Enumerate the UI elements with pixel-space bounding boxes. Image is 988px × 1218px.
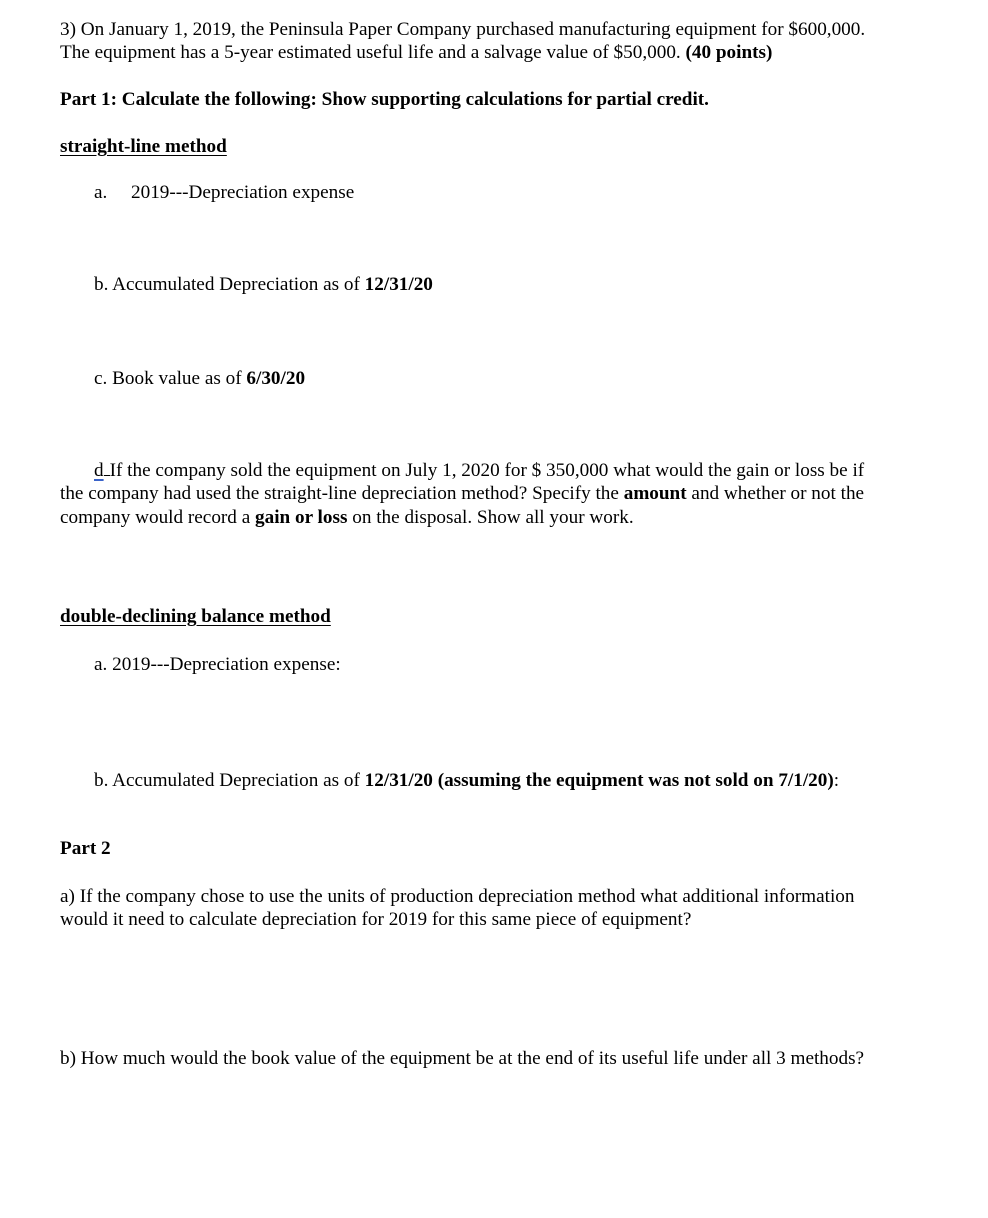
question-intro-text-1: 3) On January 1, 2019, the Peninsula Paper Company purchased manufacturing equipment for $600,000. xyxy=(60,19,866,40)
straight-line-heading: straight-line method xyxy=(60,136,227,157)
question-intro-line-2 xyxy=(60,41,940,65)
sl-item-c-text: c. Book value as of xyxy=(94,368,247,389)
sl-item-d-line-1 xyxy=(94,459,864,483)
ddb-item-a: a. 2019---Depreciation expense: xyxy=(94,654,341,675)
part2-item-b: b) How much would the book value of the equipment be at the end of its useful life under all 3 methods? xyxy=(60,1048,865,1069)
sl-item-d-letter: d xyxy=(94,460,104,481)
sl-item-d-text-2b: and whether or not the xyxy=(686,483,865,504)
sl-item-c xyxy=(94,367,305,391)
sl-item-d-text-3b: on the disposal. Show all your work. xyxy=(347,507,634,528)
sl-item-d-text-2: the company had used the straight-line depreciation method? Specify the xyxy=(60,483,624,504)
ddb-item-b xyxy=(94,769,839,793)
part1-heading: Part 1: Calculate the following: Show supporting calculations for partial credit. xyxy=(60,89,709,110)
sl-item-d-gain-or-loss: gain or loss xyxy=(255,507,348,528)
question-intro-text-2: The equipment has a 5-year estimated useful life and a salvage value of $50,000. xyxy=(60,42,686,63)
question-intro-line-1 xyxy=(60,18,940,42)
sl-item-b-text: b. Accumulated Depreciation as of xyxy=(94,274,365,295)
sl-item-a-text: 2019---Depreciation expense xyxy=(131,182,355,203)
sl-item-c-date: 6/30/20 xyxy=(246,368,306,389)
sl-item-b-date: 12/31/20 xyxy=(364,274,433,295)
points-label: (40 points) xyxy=(685,42,773,63)
sl-item-d-text-1: If the company sold the equipment on July 1, 2020 for $ 350,000 what would the gain or loss be if xyxy=(109,460,865,481)
part2-item-a-line-1: a) If the company chose to use the units of production depreciation method what additional information xyxy=(60,886,855,907)
sl-item-b xyxy=(94,273,433,297)
sl-item-a-letter: a. xyxy=(94,182,108,203)
part2-heading: Part 2 xyxy=(60,838,111,859)
part2-item-a-line-2: would it need to calculate depreciation for 2019 for this same piece of equipment? xyxy=(60,909,692,930)
ddb-heading: double-declining balance method xyxy=(60,606,331,627)
sl-item-d-line-3 xyxy=(60,506,940,530)
sl-item-d-text-3: company would record a xyxy=(60,507,256,528)
sl-item-d-amount: amount xyxy=(623,483,687,504)
ddb-item-b-colon: : xyxy=(833,770,840,791)
ddb-item-b-text: b. Accumulated Depreciation as of xyxy=(94,770,365,791)
ddb-item-b-date: 12/31/20 (assuming the equipment was not sold on 7/1/20) xyxy=(364,770,834,791)
sl-item-d-line-2 xyxy=(60,482,940,506)
